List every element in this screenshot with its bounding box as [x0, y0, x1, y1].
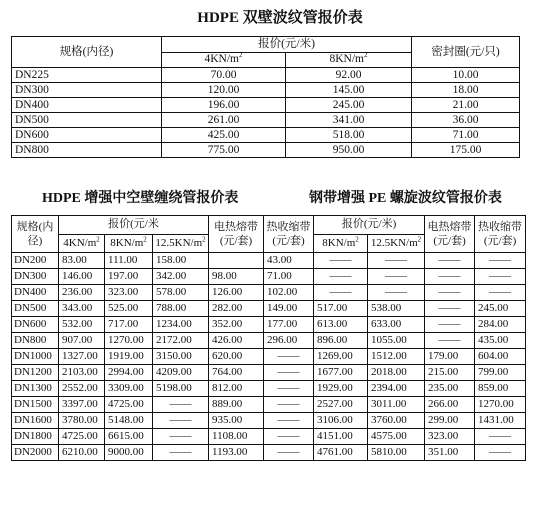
table2-body [12, 253, 526, 461]
spiral-8kn-cell: 4761.00 [314, 445, 368, 461]
price-8kn-cell: 341.00 [286, 113, 412, 128]
spiral-heat-belt-cell: —— [425, 269, 475, 285]
spec-cell: DN600 [12, 317, 59, 333]
double-wall-pipe-price-table [11, 36, 520, 158]
price-4kn-cell: 4725.00 [59, 429, 105, 445]
spiral-12kn-cell: 3011.00 [368, 397, 425, 413]
shrink-belt-cell: —— [264, 397, 314, 413]
price-12kn-cell: —— [153, 413, 209, 429]
spiral-shrink-belt-cell: 799.00 [475, 365, 526, 381]
spec-header: 规格(内径) [12, 37, 162, 68]
price-8kn-cell: 9000.00 [105, 445, 153, 461]
price-12kn-cell: 158.00 [153, 253, 209, 269]
t2-12kn-header: $12.5KN/m^2$ [153, 234, 209, 253]
price-8kn-cell: 145.00 [286, 83, 412, 98]
spiral-heat-belt-cell: 351.00 [425, 445, 475, 461]
spec-cell: DN300 [12, 269, 59, 285]
spiral-shrink-belt-cell: —— [475, 445, 526, 461]
price-12kn-cell: —— [153, 429, 209, 445]
heat-belt-cell: 935.00 [209, 413, 264, 429]
spiral-shrink-belt-cell: 435.00 [475, 333, 526, 349]
shrink-belt-cell: —— [264, 429, 314, 445]
table-row [12, 269, 526, 285]
table-row [12, 381, 526, 397]
spiral-12kn-cell: 5810.00 [368, 445, 425, 461]
spec-cell: DN400 [12, 285, 59, 301]
spiral-heat-belt-cell: —— [425, 333, 475, 349]
t2-spec-header: 规格(内径) [12, 216, 59, 253]
spiral-shrink-belt-cell: 284.00 [475, 317, 526, 333]
spiral-12kn-cell: —— [368, 269, 425, 285]
spiral-heat-belt-cell: —— [425, 253, 475, 269]
spiral-shrink-belt-cell: 1270.00 [475, 397, 526, 413]
spiral-8kn-cell: —— [314, 285, 368, 301]
spec-cell: DN800 [12, 333, 59, 349]
price-4kn-cell: 343.00 [59, 301, 105, 317]
spiral-12kn-cell: 1055.00 [368, 333, 425, 349]
heat-belt-cell: 764.00 [209, 365, 264, 381]
shrink-belt-cell: 102.00 [264, 285, 314, 301]
price-4kn-cell: 146.00 [59, 269, 105, 285]
shrink-belt-cell: —— [264, 445, 314, 461]
t2-12kn-right-header: $12.5KN/m^2$ [368, 234, 425, 253]
price-8kn-cell: 1919.00 [105, 349, 153, 365]
spiral-8kn-cell: 1929.00 [314, 381, 368, 397]
price-8kn-cell: 323.00 [105, 285, 153, 301]
heat-belt-cell: 282.00 [209, 301, 264, 317]
heat-belt-cell: 426.00 [209, 333, 264, 349]
spiral-12kn-cell: 633.00 [368, 317, 425, 333]
price-12kn-cell: —— [153, 397, 209, 413]
spiral-12kn-cell: —— [368, 285, 425, 301]
price-8kn-cell: 111.00 [105, 253, 153, 269]
shrink-belt-cell: 177.00 [264, 317, 314, 333]
seal-price-cell: 175.00 [412, 143, 520, 158]
seal-price-cell: 71.00 [412, 128, 520, 143]
spec-cell: DN500 [12, 113, 162, 128]
spec-cell: DN400 [12, 98, 162, 113]
t2-price-right-header: 报价(元/米) [314, 216, 425, 235]
spec-cell: DN1300 [12, 381, 59, 397]
price-12kn-cell: 3150.00 [153, 349, 209, 365]
main-title: HDPE 双壁波纹管报价表 [197, 10, 363, 26]
t2-price-left-header: 报价(元/米 [59, 216, 209, 235]
heat-belt-cell: 889.00 [209, 397, 264, 413]
spiral-8kn-cell: 613.00 [314, 317, 368, 333]
spiral-8kn-cell: 896.00 [314, 333, 368, 349]
price-8kn-cell: 3309.00 [105, 381, 153, 397]
price-4kn-cell: 261.00 [162, 113, 286, 128]
price-8kn-cell: 950.00 [286, 143, 412, 158]
spiral-12kn-cell: 538.00 [368, 301, 425, 317]
shrink-belt-cell: —— [264, 349, 314, 365]
table-row [12, 301, 526, 317]
seal-price-cell: 10.00 [412, 68, 520, 83]
spiral-pipe-title: 钢带增强 PE 螺旋波纹管报价表 [309, 191, 502, 206]
spec-cell: DN500 [12, 301, 59, 317]
price-4kn-cell: 120.00 [162, 83, 286, 98]
heat-belt-cell: 98.00 [209, 269, 264, 285]
stiffness-8kn-header: $8KN/m^2$ [286, 52, 412, 68]
spec-cell: DN1800 [12, 429, 59, 445]
spiral-8kn-cell: 2527.00 [314, 397, 368, 413]
table-row [12, 128, 520, 143]
price-12kn-cell: 5198.00 [153, 381, 209, 397]
table-row [12, 83, 520, 98]
spiral-8kn-cell: —— [314, 253, 368, 269]
t2-shrink-belt-header: 热收缩带(元/套) [264, 216, 314, 253]
table-row [12, 333, 526, 349]
price-12kn-cell: 1234.00 [153, 317, 209, 333]
spiral-12kn-cell: —— [368, 253, 425, 269]
t2-heat-belt-right-header: 电热熔带(元/套) [425, 216, 475, 253]
spiral-shrink-belt-cell: —— [475, 253, 526, 269]
price-4kn-cell: 3780.00 [59, 413, 105, 429]
price-12kn-cell: 578.00 [153, 285, 209, 301]
price-4kn-cell: 83.00 [59, 253, 105, 269]
spiral-8kn-cell: 1269.00 [314, 349, 368, 365]
spiral-heat-belt-cell: 235.00 [425, 381, 475, 397]
table-row [12, 365, 526, 381]
spec-cell: DN300 [12, 83, 162, 98]
price-4kn-cell: 70.00 [162, 68, 286, 83]
t2-shrink-belt-right-header: 热收缩带(元/套) [475, 216, 526, 253]
price-8kn-cell: 717.00 [105, 317, 153, 333]
spiral-12kn-cell: 1512.00 [368, 349, 425, 365]
heat-belt-cell: 126.00 [209, 285, 264, 301]
price-4kn-cell: 2103.00 [59, 365, 105, 381]
price-4kn-cell: 425.00 [162, 128, 286, 143]
spiral-12kn-cell: 2394.00 [368, 381, 425, 397]
spiral-8kn-cell: 4151.00 [314, 429, 368, 445]
price-12kn-cell: —— [153, 445, 209, 461]
seal-header: 密封圈(元/只) [412, 37, 520, 68]
price-8kn-cell: 197.00 [105, 269, 153, 285]
spiral-shrink-belt-cell: 859.00 [475, 381, 526, 397]
spiral-shrink-belt-cell: 604.00 [475, 349, 526, 365]
spiral-heat-belt-cell: 323.00 [425, 429, 475, 445]
heat-belt-cell: 1108.00 [209, 429, 264, 445]
spiral-8kn-cell: 3106.00 [314, 413, 368, 429]
price-8kn-cell: 92.00 [286, 68, 412, 83]
price-12kn-cell: 2172.00 [153, 333, 209, 349]
price-4kn-cell: 6210.00 [59, 445, 105, 461]
price-12kn-cell: 342.00 [153, 269, 209, 285]
price-8kn-cell: 6615.00 [105, 429, 153, 445]
spiral-heat-belt-cell: 179.00 [425, 349, 475, 365]
price-8kn-cell: 4725.00 [105, 397, 153, 413]
spiral-8kn-cell: —— [314, 269, 368, 285]
t2-heat-belt-header: 电热熔带(元/套) [209, 216, 264, 253]
heat-belt-cell: 812.00 [209, 381, 264, 397]
price-12kn-cell: 788.00 [153, 301, 209, 317]
price-4kn-cell: 3397.00 [59, 397, 105, 413]
stiffness-4kn-header: $4KN/m^2$ [162, 52, 286, 68]
table-row [12, 253, 526, 269]
seal-price-cell: 36.00 [412, 113, 520, 128]
spiral-heat-belt-cell: —— [425, 301, 475, 317]
t2-8kn-header: $8KN/m^2$ [105, 234, 153, 253]
heat-belt-cell: 352.00 [209, 317, 264, 333]
table-row [12, 349, 526, 365]
price-12kn-cell: 4209.00 [153, 365, 209, 381]
spiral-heat-belt-cell: 299.00 [425, 413, 475, 429]
seal-price-cell: 21.00 [412, 98, 520, 113]
spec-cell: DN1000 [12, 349, 59, 365]
price-8kn-cell: 5148.00 [105, 413, 153, 429]
price-group-header: 报价(元/米) [162, 37, 412, 53]
price-4kn-cell: 775.00 [162, 143, 286, 158]
spiral-shrink-belt-cell: —— [475, 285, 526, 301]
table-row [12, 143, 520, 158]
spec-cell: DN225 [12, 68, 162, 83]
price-8kn-cell: 525.00 [105, 301, 153, 317]
spec-cell: DN800 [12, 143, 162, 158]
spiral-shrink-belt-cell: —— [475, 269, 526, 285]
spiral-shrink-belt-cell: 1431.00 [475, 413, 526, 429]
spiral-12kn-cell: 2018.00 [368, 365, 425, 381]
spec-cell: DN200 [12, 253, 59, 269]
heat-belt-cell: 1193.00 [209, 445, 264, 461]
spiral-heat-belt-cell: 215.00 [425, 365, 475, 381]
table-row [12, 397, 526, 413]
price-4kn-cell: 1327.00 [59, 349, 105, 365]
table-row [12, 68, 520, 83]
heat-belt-cell: 620.00 [209, 349, 264, 365]
table-row [12, 285, 526, 301]
table-row [12, 113, 520, 128]
spec-cell: DN1600 [12, 413, 59, 429]
price-4kn-cell: 196.00 [162, 98, 286, 113]
shrink-belt-cell: 296.00 [264, 333, 314, 349]
shrink-belt-cell: 71.00 [264, 269, 314, 285]
price-4kn-cell: 532.00 [59, 317, 105, 333]
table-row [12, 413, 526, 429]
price-4kn-cell: 2552.00 [59, 381, 105, 397]
price-8kn-cell: 2994.00 [105, 365, 153, 381]
spec-cell: DN600 [12, 128, 162, 143]
winding-pipe-title: HDPE 增强中空壁缠绕管报价表 [42, 191, 239, 206]
spiral-shrink-belt-cell: 245.00 [475, 301, 526, 317]
price-8kn-cell: 245.00 [286, 98, 412, 113]
shrink-belt-cell: —— [264, 413, 314, 429]
spiral-8kn-cell: 1677.00 [314, 365, 368, 381]
shrink-belt-cell: —— [264, 381, 314, 397]
table-row [12, 317, 526, 333]
price-8kn-cell: 1270.00 [105, 333, 153, 349]
t2-4kn-header: $4KN/m^2$ [59, 234, 105, 253]
spiral-heat-belt-cell: —— [425, 285, 475, 301]
spiral-12kn-cell: 4575.00 [368, 429, 425, 445]
table-row [12, 429, 526, 445]
seal-price-cell: 18.00 [412, 83, 520, 98]
shrink-belt-cell: 43.00 [264, 253, 314, 269]
spiral-heat-belt-cell: —— [425, 317, 475, 333]
table-row [12, 445, 526, 461]
shrink-belt-cell: —— [264, 365, 314, 381]
price-4kn-cell: 236.00 [59, 285, 105, 301]
shrink-belt-cell: 149.00 [264, 301, 314, 317]
price-8kn-cell: 518.00 [286, 128, 412, 143]
spec-cell: DN2000 [12, 445, 59, 461]
spiral-8kn-cell: 517.00 [314, 301, 368, 317]
spec-cell: DN1500 [12, 397, 59, 413]
table-row [12, 98, 520, 113]
spiral-heat-belt-cell: 266.00 [425, 397, 475, 413]
winding-and-spiral-pipe-price-table [11, 215, 526, 461]
spiral-shrink-belt-cell: —— [475, 429, 526, 445]
spec-cell: DN1200 [12, 365, 59, 381]
table1-body [12, 68, 520, 158]
heat-belt-cell [209, 253, 264, 269]
t2-8kn-right-header: $8KN/m^2$ [314, 234, 368, 253]
price-4kn-cell: 907.00 [59, 333, 105, 349]
spiral-12kn-cell: 3760.00 [368, 413, 425, 429]
